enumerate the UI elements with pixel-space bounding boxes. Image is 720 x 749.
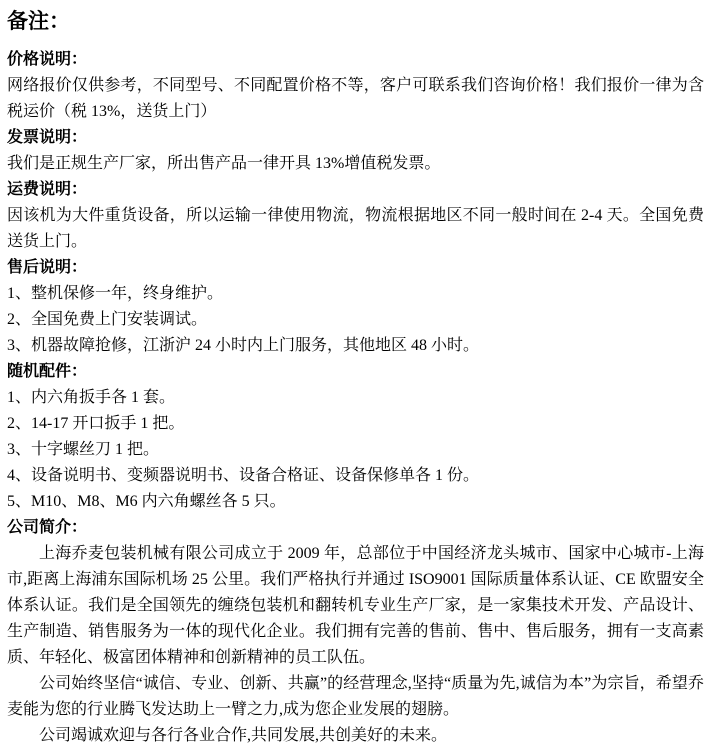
accessories-item: 3、十字螺丝刀 1 把。 — [7, 441, 160, 458]
company-paragraph: 公司竭诚欢迎与各行各业合作,共同发展,共创美好的未来。 — [39, 727, 448, 744]
company-paragraph: 公司始终坚信“诚信、专业、创新、共赢”的经营理念,坚持“质量为先,诚信为本”为宗旨，希望乔麦能为您的行业腾飞发达助上一臂之力,成为您企业发展的翅膀。 — [7, 675, 704, 718]
section-aftersales — [7, 255, 704, 359]
aftersales-item: 2、全国免费上门安装调试。 — [7, 311, 208, 328]
price-heading: 价格说明： — [7, 51, 88, 68]
aftersales-heading: 售后说明： — [7, 259, 88, 276]
invoice-heading: 发票说明： — [7, 129, 88, 146]
section-company — [7, 515, 704, 749]
page-title: 备注： — [7, 9, 70, 33]
accessories-item: 5、M10、M8、M6 内六角螺丝各 5 只。 — [7, 493, 286, 510]
section-invoice — [7, 125, 704, 177]
section-accessories — [7, 359, 704, 515]
shipping-heading: 运费说明： — [7, 181, 88, 198]
accessories-item: 1、内六角扳手各 1 套。 — [7, 389, 176, 406]
invoice-text: 我们是正规生产厂家，所出售产品一律开具 13%增值税发票。 — [7, 155, 441, 172]
aftersales-item: 3、机器故障抢修，江浙沪 24 小时内上门服务，其他地区 48 小时。 — [7, 337, 480, 354]
accessories-heading: 随机配件： — [7, 363, 88, 380]
shipping-text: 因该机为大件重货设备，所以运输一律使用物流，物流根据地区不同一般时间在 2-4 天。全国免费送货上门。 — [7, 207, 704, 250]
aftersales-item: 1、整机保修一年，终身维护。 — [7, 285, 224, 302]
company-paragraph: 上海乔麦包装机械有限公司成立于 2009 年，总部位于中国经济龙头城市、国家中心城市-上海市,距离上海浦东国际机场 25 公里。我们严格执行并通过 ISO9001 国际质量体系认证、CE 欧盟安全体系认证。我们是全国领先的缠绕包装机和翻转机专业生产厂家，是一家集技术开发、产品设计、生产制造、销售服务为一体的现代化企业。我们拥有完善的售前、售中、售后服务，拥有一支高素质、年轻化、极富团体精神和创新精神的员工队伍。 — [7, 545, 704, 666]
price-text: 网络报价仅供参考，不同型号、不同配置价格不等，客户可联系我们咨询价格！我们报价一律为含税运价（税 13%，送货上门） — [7, 77, 704, 120]
section-price — [7, 47, 704, 125]
company-heading: 公司简介： — [7, 519, 88, 536]
accessories-item: 4、设备说明书、变频器说明书、设备合格证、设备保修单各 1 份。 — [7, 467, 480, 484]
section-shipping — [7, 177, 704, 255]
accessories-item: 2、14-17 开口扳手 1 把。 — [7, 415, 185, 432]
